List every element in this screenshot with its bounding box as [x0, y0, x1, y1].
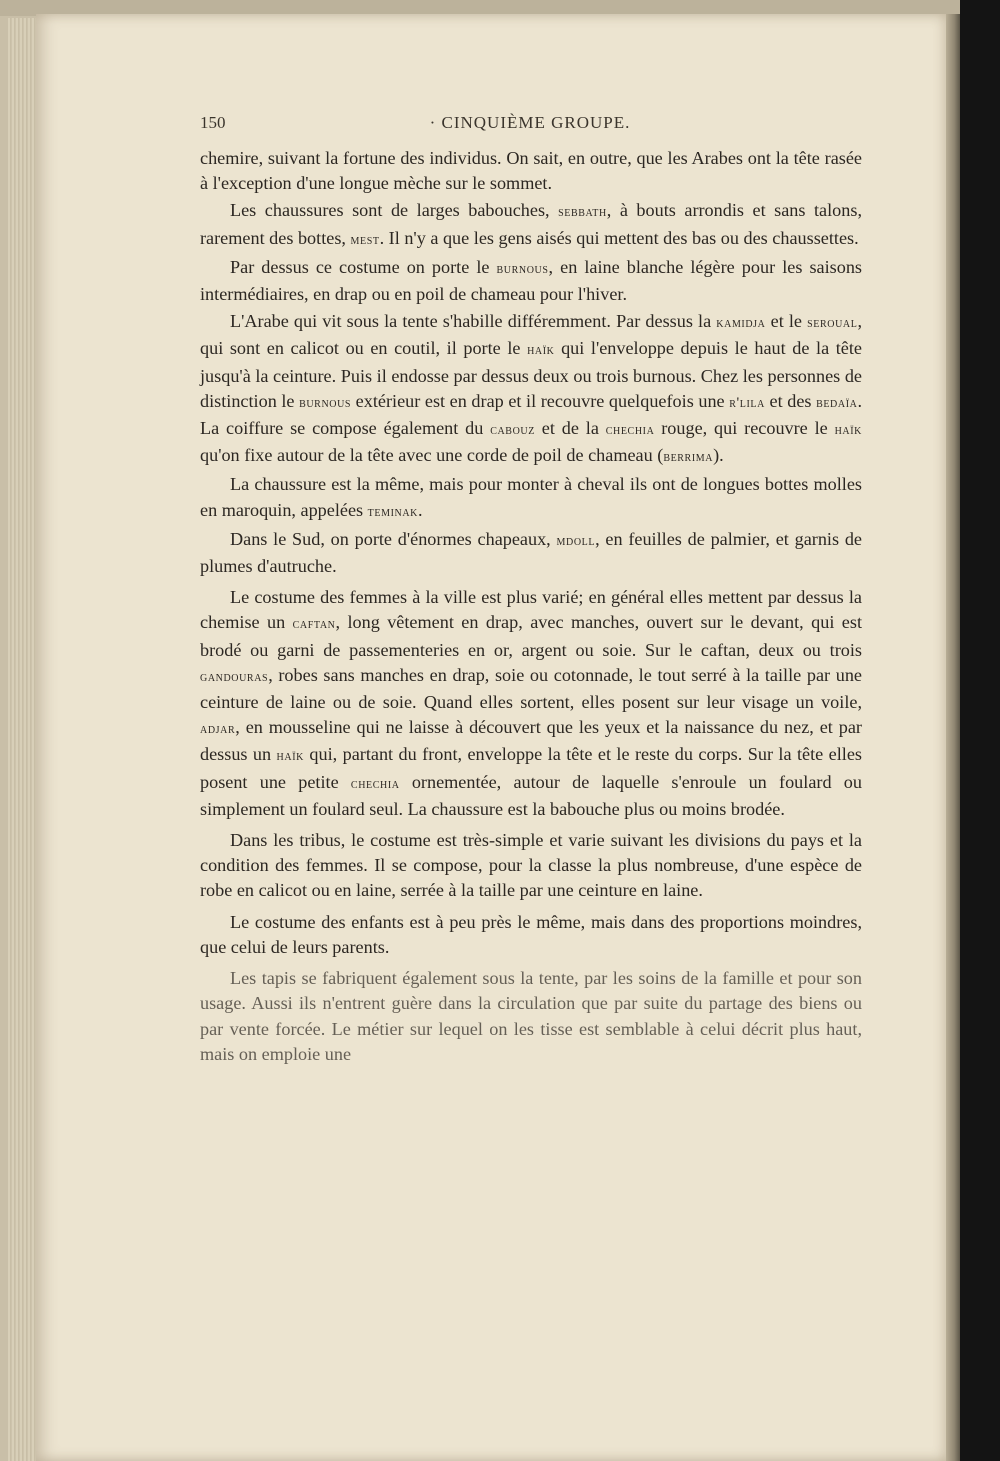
arabic-term: chechia	[350, 775, 400, 792]
arabic-term: kamidja	[716, 315, 766, 332]
paragraph	[200, 198, 862, 252]
text-run: , en laine blanche légère pour les saisons intermédiaires, en drap ou en poil de chameau pour l'hiver.	[200, 256, 862, 305]
text-run: qui l'enveloppe depuis le haut de la tête jusqu'à la ceinture. Puis il endosse par dessus deux ou trois burnous. Chez les personnes de distinction le	[200, 338, 862, 411]
text-run: et le	[765, 311, 808, 332]
arabic-term: gandouras	[200, 668, 269, 685]
arabic-term: cabouz	[490, 422, 535, 439]
text-run: Les tapis se fabriquent également sous la tente, par les soins de la famille et pour son usage. Aussi ils n'entrent guère dans la circulation que par suite du partage des biens ou par vente forcée. Le métier sur lequel on les tisse est semblable à celui décrit plus haut, mais on emploie une	[200, 968, 862, 1064]
arabic-term: caftan	[292, 616, 336, 633]
text-run: , en mousseline qui ne laisse à découvert que les yeux et la naissance du nez, et par dessus un	[200, 717, 862, 765]
text-run: qu'on fixe autour de la tête avec une corde de poil de chameau (	[200, 445, 664, 466]
arabic-term: chechia	[605, 422, 655, 439]
text-run: , robes sans manches en drap, soie ou cotonnade, le tout serré à la taille par une ceinture de laine ou de soie. Quand elles sortent, elles posent sur leur visage un voile,	[200, 664, 862, 713]
arabic-term: seroual	[807, 315, 858, 332]
text-run: , long vêtement en drap, avec manches, ouvert sur le devant, qui est brodé ou garni de passementeries en or, argent ou soie. Sur le caftan, deux ou trois	[200, 612, 863, 660]
text-run: . Il n'y a que les gens aisés qui mettent des bas ou des chaussettes.	[379, 227, 859, 248]
text-run: La chaussure est la même, mais pour monter à cheval ils ont de longues bottes molles en maroquin, appelées	[200, 474, 862, 520]
text-run: rouge, qui recouvre le	[654, 418, 835, 439]
text-run: L'Arabe qui vit sous la tente s'habille différemment. Par dessus la	[230, 311, 717, 332]
text-run: Le costume des enfants est à peu près le même, mais dans des proportions moindres, que celui de leurs parents.	[200, 911, 862, 957]
text-run: .	[417, 499, 423, 520]
arabic-term: mest	[350, 231, 380, 248]
text-run: Les chaussures sont de larges babouches,	[230, 200, 559, 221]
text-run: chemire, suivant la fortune des individus. On sait, en outre, que les Arabes ont la tête rasée à l'exception d'une longue mèche sur le sommet.	[200, 148, 862, 194]
book-gutter	[946, 14, 960, 1461]
text-run: , à bouts arrondis et sans talons, rarement des bottes,	[200, 200, 862, 248]
text-run: extérieur est en drap et il recouvre quelquefois une	[351, 390, 730, 411]
arabic-term: mdoll	[556, 532, 596, 549]
arabic-term: adjar	[200, 721, 236, 738]
arabic-term: r'lila	[729, 394, 765, 411]
paragraph	[200, 472, 862, 524]
text-run: Par dessus ce costume on porte le	[230, 256, 497, 277]
arabic-term: haïk	[276, 748, 304, 765]
running-title: · CINQUIÈME GROUPE.	[429, 113, 631, 132]
text-run: , qui sont en calicot ou en coutil, il porte le	[200, 311, 862, 359]
paragraph	[200, 255, 862, 307]
text-run: Dans le Sud, on porte d'énormes chapeaux,	[230, 528, 557, 549]
text-run: ).	[713, 445, 724, 466]
paragraph	[200, 146, 862, 196]
paragraph	[200, 828, 862, 904]
arabic-term: sebbath	[558, 204, 607, 221]
scan-background	[960, 0, 1000, 1461]
paragraph	[200, 966, 862, 1067]
arabic-term: berrima	[663, 449, 714, 466]
arabic-term: teminak	[367, 503, 418, 520]
arabic-term: haïk	[834, 422, 862, 439]
paragraph	[200, 527, 862, 579]
body-text	[200, 146, 862, 1069]
arabic-term: haïk	[527, 342, 555, 359]
text-run: Le costume des femmes à la ville est plus varié; en général elles mettent par dessus la chemise un	[200, 587, 862, 633]
paragraph	[200, 309, 862, 470]
text-run: et des	[764, 390, 817, 411]
text-run: . La coiffure se compose également du	[200, 390, 862, 439]
paragraph	[200, 585, 862, 822]
arabic-term: burnous	[496, 260, 549, 277]
text-run: ornementée, autour de laquelle s'enroule un foulard ou simplement un foulard seul. La chaussure est la babouche plus ou moins brodée.	[200, 771, 862, 819]
page-number: 150	[200, 113, 226, 132]
text-run: et de la	[534, 418, 606, 439]
running-header	[200, 113, 860, 137]
text-run: Dans les tribus, le costume est très-simple et varie suivant les divisions du pays et la condition des femmes. Il se compose, pour la classe la plus nombreuse, d'une espèce de robe en calicot ou en laine, serrée à la taille par une ceinture en laine.	[200, 830, 862, 901]
text-run: , en feuilles de palmier, et garnis de plumes d'autruche.	[200, 528, 862, 577]
text-run: qui, partant du front, enveloppe la tête et le reste du corps. Sur la tête elles posent une petite	[200, 744, 862, 792]
arabic-term: bedaïa	[816, 394, 858, 411]
arabic-term: burnous	[299, 394, 352, 411]
paragraph	[200, 910, 862, 960]
